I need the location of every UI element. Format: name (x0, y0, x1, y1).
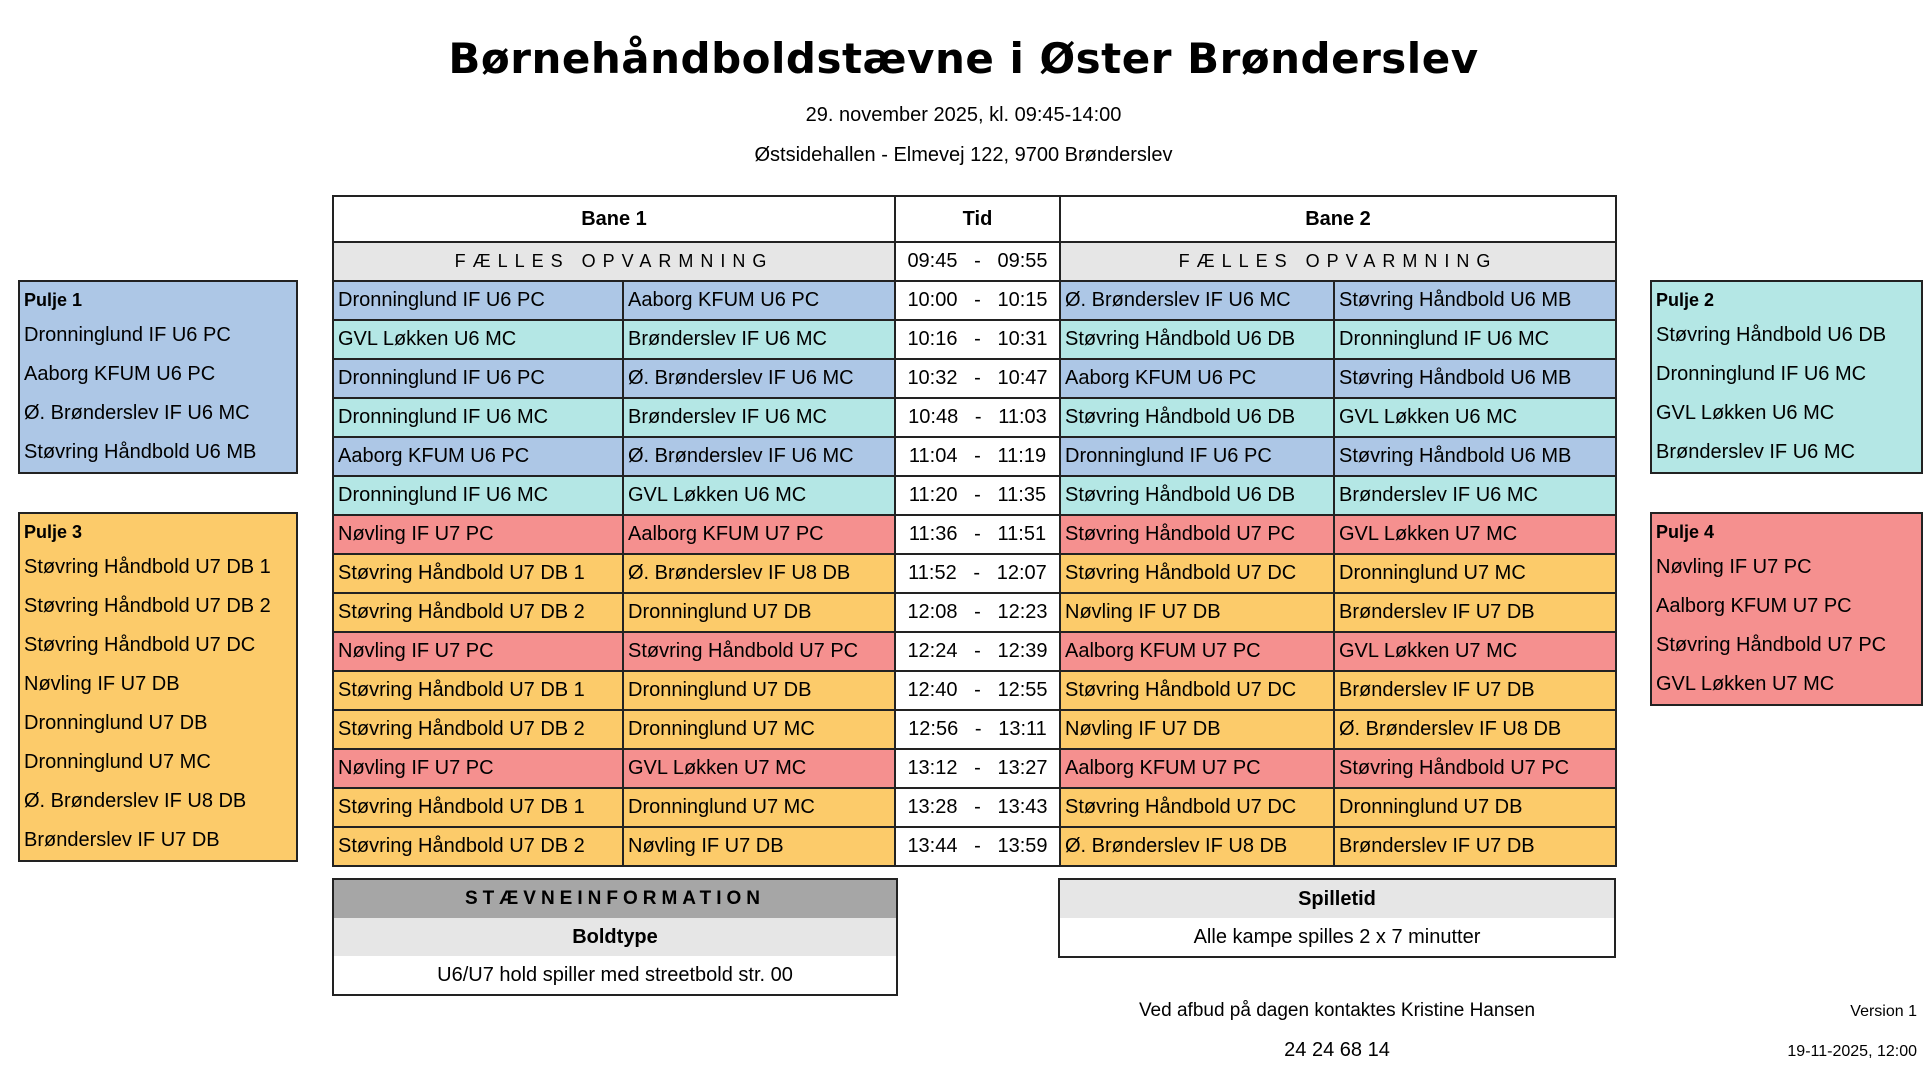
match-time: 11:36 - 11:51 (895, 515, 1060, 554)
court-1-away-team: GVL Løkken U7 MC (623, 749, 895, 788)
pool-team: Aaborg KFUM U6 PC (24, 363, 216, 385)
court-2-away-team: Brønderslev IF U7 DB (1334, 827, 1616, 866)
court-2-away-team: Støvring Håndbold U7 PC (1334, 749, 1616, 788)
match-row (333, 554, 1616, 593)
pool-team: Støvring Håndbold U7 PC (1656, 634, 1887, 656)
pool-1-box (18, 280, 298, 474)
match-row (333, 437, 1616, 476)
tournament-info-box (332, 878, 898, 996)
match-row (333, 398, 1616, 437)
pool-team: Dronninglund IF U6 MC (1656, 363, 1867, 385)
court-2-home-team: Nøvling IF U7 DB (1060, 593, 1334, 632)
match-row (333, 515, 1616, 554)
court-1-home-team: Dronninglund IF U6 PC (333, 359, 623, 398)
court-1-away-team: Dronninglund U7 MC (623, 710, 895, 749)
court-2-away-team: Brønderslev IF U7 DB (1334, 593, 1616, 632)
pool-team: GVL Løkken U6 MC (1656, 402, 1835, 424)
match-row (333, 320, 1616, 359)
playing-time-header: Spilletid (1060, 880, 1614, 918)
court-2-away-team: Dronninglund U7 MC (1334, 554, 1616, 593)
match-time: 12:08 - 12:23 (895, 593, 1060, 632)
court-2-home-team: Aalborg KFUM U7 PC (1060, 749, 1334, 788)
contact-phone: 24 24 68 14 (1284, 1039, 1390, 1061)
pool-3-box (18, 512, 298, 862)
match-row (333, 749, 1616, 788)
court-2-away-team: Dronninglund U7 DB (1334, 788, 1616, 827)
contact-text: Ved afbud på dagen kontaktes Kristine Hansen (1138, 1000, 1536, 1021)
court-2-away-team: Dronninglund IF U6 MC (1334, 320, 1616, 359)
court-2-home-team: Aalborg KFUM U7 PC (1060, 632, 1334, 671)
court-2-away-team: GVL Løkken U7 MC (1334, 632, 1616, 671)
court-1-away-team: Aaborg KFUM U6 PC (623, 281, 895, 320)
court-2-home-team: Aaborg KFUM U6 PC (1060, 359, 1334, 398)
pool-2-box (1650, 280, 1923, 474)
court-1-home-team: Støvring Håndbold U7 DB 2 (333, 710, 623, 749)
playing-time-text: Alle kampe spilles 2 x 7 minutter (1193, 926, 1481, 948)
ball-type-header: Boldtype (334, 918, 896, 956)
court-2-home-team: Støvring Håndbold U6 DB (1060, 398, 1334, 437)
schedule-header-row (333, 196, 1616, 242)
pool-team: Støvring Håndbold U6 DB (1656, 324, 1887, 346)
court-1-away-team: Brønderslev IF U6 MC (623, 320, 895, 359)
tournament-info-title: STÆVNEINFORMATION (334, 880, 896, 918)
court-2-home-team: Støvring Håndbold U6 DB (1060, 476, 1334, 515)
court-2-home-team: Ø. Brønderslev IF U8 DB (1060, 827, 1334, 866)
pool-team: Støvring Håndbold U6 MB (24, 441, 257, 463)
court-2-home-team: Støvring Håndbold U6 DB (1060, 320, 1334, 359)
match-time: 12:24 - 12:39 (895, 632, 1060, 671)
pool-team: Aalborg KFUM U7 PC (1656, 595, 1852, 617)
match-schedule-table (332, 195, 1617, 867)
pool-team: Støvring Håndbold U7 DC (24, 634, 256, 656)
match-time: 12:40 - 12:55 (895, 671, 1060, 710)
court-2-home-team: Nøvling IF U7 DB (1060, 710, 1334, 749)
court-1-home-team: Aaborg KFUM U6 PC (333, 437, 623, 476)
pool-team: Ø. Brønderslev IF U6 MC (24, 402, 250, 424)
court-1-home-team: Støvring Håndbold U7 DB 1 (333, 671, 623, 710)
court-1-home-team: Dronninglund IF U6 MC (333, 398, 623, 437)
version-label: Version 1 (1850, 1003, 1917, 1020)
warmup-row (333, 242, 1616, 281)
court-2-away-team: Støvring Håndbold U6 MB (1334, 437, 1616, 476)
court-2-away-team: GVL Løkken U6 MC (1334, 398, 1616, 437)
match-time: 10:32 - 10:47 (895, 359, 1060, 398)
court-2-away-team: Ø. Brønderslev IF U8 DB (1334, 710, 1616, 749)
court-1-home-team: Støvring Håndbold U7 DB 2 (333, 593, 623, 632)
court-2-home-team: Ø. Brønderslev IF U6 MC (1060, 281, 1334, 320)
match-time: 13:28 - 13:43 (895, 788, 1060, 827)
warmup-court-1: FÆLLES OPVARMNING (333, 242, 895, 281)
pool-team: Dronninglund U7 DB (24, 712, 208, 734)
court-1-away-team: GVL Løkken U6 MC (623, 476, 895, 515)
court-1-home-team: Nøvling IF U7 PC (333, 749, 623, 788)
warmup-time: 09:45 - 09:55 (895, 242, 1060, 281)
court-1-away-team: Brønderslev IF U6 MC (623, 398, 895, 437)
pool-title: Pulje 1 (24, 290, 83, 310)
court-1-home-team: Støvring Håndbold U7 DB 2 (333, 827, 623, 866)
match-row (333, 710, 1616, 749)
ball-type-text: U6/U7 hold spiller med streetbold str. 00 (437, 964, 793, 986)
court-2-header: Bane 2 (1060, 196, 1616, 242)
court-1-home-team: Støvring Håndbold U7 DB 1 (333, 554, 623, 593)
court-2-home-team: Støvring Håndbold U7 DC (1060, 554, 1334, 593)
page-title: Børnehåndboldstævne i Øster Brønderslev (448, 34, 1479, 83)
match-time: 11:52 - 12:07 (895, 554, 1060, 593)
court-1-home-team: Nøvling IF U7 PC (333, 632, 623, 671)
match-row (333, 281, 1616, 320)
match-time: 10:00 - 10:15 (895, 281, 1060, 320)
match-time: 10:16 - 10:31 (895, 320, 1060, 359)
pool-team: Brønderslev IF U7 DB (24, 829, 220, 851)
pool-team: Ø. Brønderslev IF U8 DB (24, 790, 247, 812)
pool-team: Støvring Håndbold U7 DB 2 (24, 595, 271, 617)
match-row (333, 476, 1616, 515)
court-1-away-team: Dronninglund U7 DB (623, 671, 895, 710)
court-1-home-team: GVL Løkken U6 MC (333, 320, 623, 359)
pool-title: Pulje 4 (1656, 522, 1715, 542)
court-1-home-team: Støvring Håndbold U7 DB 1 (333, 788, 623, 827)
court-2-home-team: Støvring Håndbold U7 PC (1060, 515, 1334, 554)
event-venue: Østsidehallen - Elmevej 122, 9700 Brønderslev (754, 144, 1173, 166)
court-1-away-team: Ø. Brønderslev IF U6 MC (623, 359, 895, 398)
court-1-away-team: Dronninglund U7 MC (623, 788, 895, 827)
court-1-home-team: Dronninglund IF U6 PC (333, 281, 623, 320)
warmup-court-2: FÆLLES OPVARMNING (1060, 242, 1616, 281)
pool-team: Nøvling IF U7 DB (24, 673, 180, 695)
pool-team: Støvring Håndbold U7 DB 1 (24, 556, 271, 578)
pool-team: Dronninglund IF U6 PC (24, 324, 231, 346)
court-1-away-team: Aalborg KFUM U7 PC (623, 515, 895, 554)
pool-team: Dronninglund U7 MC (24, 751, 211, 773)
time-header: Tid (895, 196, 1060, 242)
court-1-home-team: Dronninglund IF U6 MC (333, 476, 623, 515)
match-row (333, 593, 1616, 632)
court-2-home-team: Støvring Håndbold U7 DC (1060, 788, 1334, 827)
court-1-header: Bane 1 (333, 196, 895, 242)
court-2-away-team: Brønderslev IF U7 DB (1334, 671, 1616, 710)
court-2-home-team: Dronninglund IF U6 PC (1060, 437, 1334, 476)
pool-team: Nøvling IF U7 PC (1656, 556, 1812, 578)
event-date: 29. november 2025, kl. 09:45-14:00 (805, 104, 1122, 126)
court-2-home-team: Støvring Håndbold U7 DC (1060, 671, 1334, 710)
court-1-home-team: Nøvling IF U7 PC (333, 515, 623, 554)
pool-4-box (1650, 512, 1923, 706)
match-row (333, 827, 1616, 866)
match-row (333, 359, 1616, 398)
match-time: 12:56 - 13:11 (895, 710, 1060, 749)
match-row (333, 671, 1616, 710)
pool-title: Pulje 3 (24, 522, 83, 542)
court-1-away-team: Ø. Brønderslev IF U6 MC (623, 437, 895, 476)
court-2-away-team: Støvring Håndbold U6 MB (1334, 281, 1616, 320)
court-1-away-team: Ø. Brønderslev IF U8 DB (623, 554, 895, 593)
match-time: 13:44 - 13:59 (895, 827, 1060, 866)
playing-time-box (1058, 878, 1616, 958)
court-1-away-team: Støvring Håndbold U7 PC (623, 632, 895, 671)
court-1-away-team: Dronninglund U7 DB (623, 593, 895, 632)
pool-team: Brønderslev IF U6 MC (1656, 441, 1855, 463)
match-row (333, 632, 1616, 671)
match-time: 11:04 - 11:19 (895, 437, 1060, 476)
court-2-away-team: Støvring Håndbold U6 MB (1334, 359, 1616, 398)
match-time: 10:48 - 11:03 (895, 398, 1060, 437)
match-time: 11:20 - 11:35 (895, 476, 1060, 515)
court-1-away-team: Nøvling IF U7 DB (623, 827, 895, 866)
pool-title: Pulje 2 (1656, 290, 1715, 310)
pool-team: GVL Løkken U7 MC (1656, 673, 1835, 695)
match-time: 13:12 - 13:27 (895, 749, 1060, 788)
court-2-away-team: GVL Løkken U7 MC (1334, 515, 1616, 554)
version-timestamp: 19-11-2025, 12:00 (1787, 1043, 1917, 1060)
match-row (333, 788, 1616, 827)
court-2-away-team: Brønderslev IF U6 MC (1334, 476, 1616, 515)
